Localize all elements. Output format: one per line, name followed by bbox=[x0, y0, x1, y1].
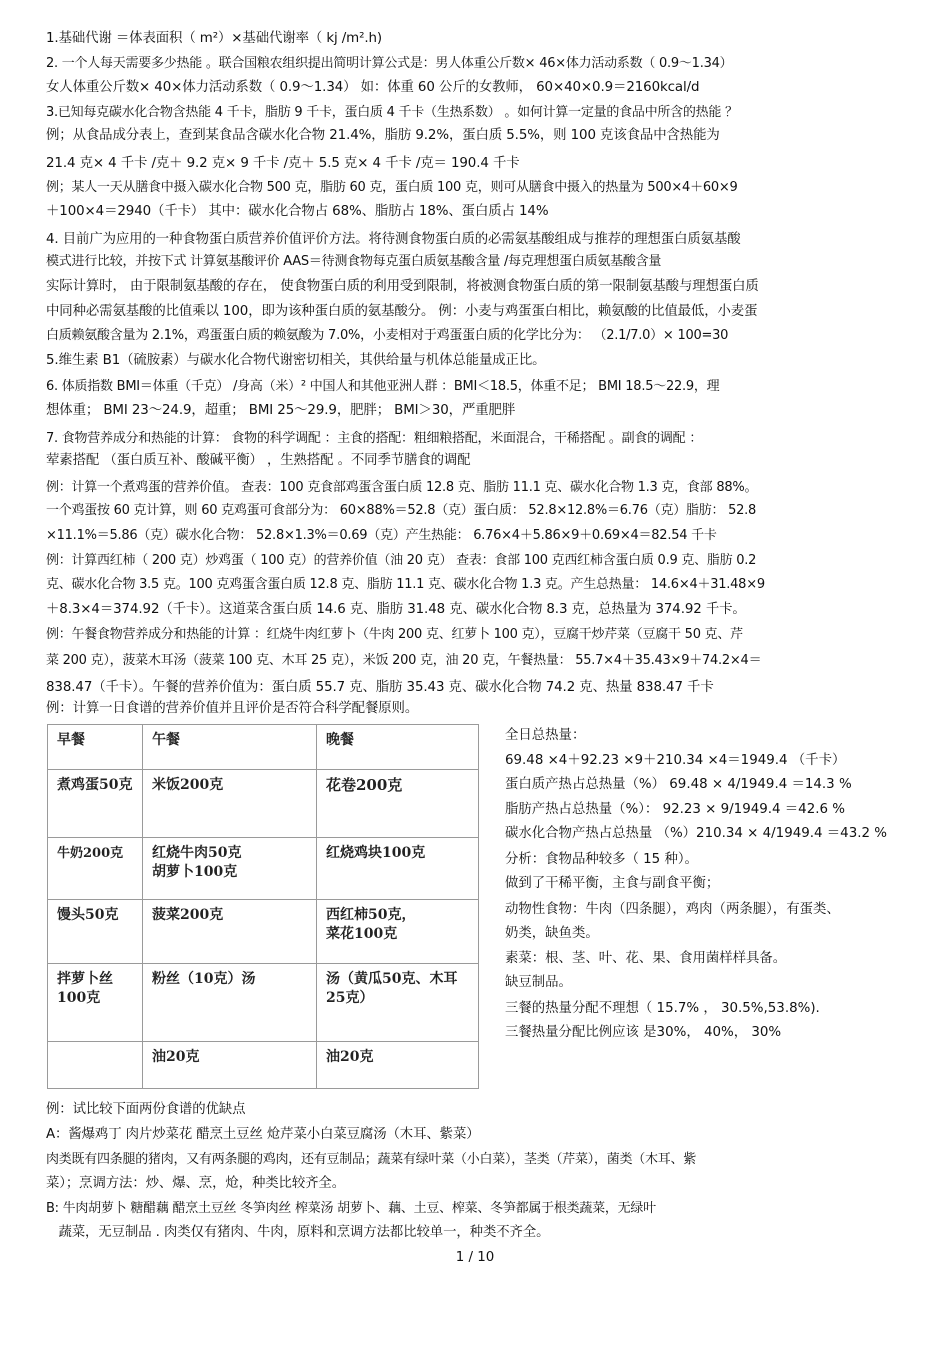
analysis-line: 三餐热量分配比例应该 是30%， 40%， 30% bbox=[505, 1025, 782, 1040]
text-line: 白质赖氨酸含量为 2.1%，鸡蛋蛋白质的赖氨酸为 7.0%，小麦相对于鸡蛋蛋白质的化学比分为： （2.1/7.0）× 100=30 bbox=[46, 328, 729, 343]
table-header-row bbox=[48, 725, 479, 770]
text-line: 例；从食品成分表上，查到某食品含碳水化合物 21.4%，脂肪 9.2%，蛋白质 5.5%，则 100 克该食品中含热能为 bbox=[46, 128, 720, 143]
text-line: 模式进行比较，并按下式 计算氨基酸评价 AAS＝待测食物每克蛋白质氨基酸含量 /每克理想蛋白质氨基酸含量 bbox=[46, 254, 662, 269]
text-line: A：酱爆鸡丁 肉片炒菜花 醋烹土豆丝 炝芹菜小白菜豆腐汤（木耳、紫菜） bbox=[46, 1127, 480, 1142]
table-cell: 拌萝卜丝100克 bbox=[48, 964, 143, 1042]
table-cell: 汤（黄瓜50克、木耳25克） bbox=[317, 964, 479, 1042]
text-line: 2. 一个人每天需要多少热能 。联合国粮农组织提出简明计算公式是：男人体重公斤数× 46×体力活动系数（ 0.9～1.34） bbox=[46, 56, 733, 71]
text-line: 想体重； BMI 23～24.9，超重； BMI 25～29.9，肥胖； BMI＞30，严重肥胖 bbox=[46, 403, 516, 418]
table-cell: 煮鸡蛋50克 bbox=[48, 770, 143, 838]
analysis-line: 分析：食物品种较多（ 15 种）。 bbox=[505, 852, 698, 867]
text-line: 例：计算一个煮鸡蛋的营养价值。 查表：100 克食部鸡蛋含蛋白质 12.8 克、脂肪 11.1 克、碳水化合物 1.3 克，食部 88%。 bbox=[46, 480, 758, 495]
text-line: B: 牛肉胡萝卜 糖醋藕 醋烹土豆丝 冬笋肉丝 榨菜汤 胡萝卜、藕、土豆、榨菜、冬笋都属于根类蔬菜，无绿叶 bbox=[46, 1201, 656, 1216]
table-cell: 菠菜200克 bbox=[143, 900, 317, 964]
text-line: 3.已知每克碳水化合物含热能 4 千卡，脂肪 9 千卡，蛋白质 4 千卡（生热系数） 。如何计算一定量的食品中所含的热能 ？ bbox=[46, 105, 738, 120]
text-line: ＋100×4＝2940（千卡） 其中：碳水化合物占 68%、脂肪占 18%、蛋白质占 14% bbox=[46, 204, 549, 219]
analysis-line: 三餐的热量分配不理想（ 15.7% ， 30.5%,53.8%). bbox=[505, 1001, 820, 1016]
analysis-line: 蛋白质产热占总热量（%） 69.48 × 4/1949.4 ＝14.3 % bbox=[505, 777, 852, 792]
table-cell: 油20克 bbox=[317, 1042, 479, 1089]
table-header-cell: 午餐 bbox=[143, 725, 317, 770]
table-cell: 油20克 bbox=[143, 1042, 317, 1089]
table-cell: 红烧鸡块100克 bbox=[317, 838, 479, 900]
text-line: 菜 200 克），菠菜木耳汤（菠菜 100 克、木耳 25 克），米饭 200 克，油 20 克，午餐热量： 55.7×4＋35.43×9＋74.2×4＝ bbox=[46, 653, 762, 668]
table-row bbox=[48, 964, 479, 1042]
text-line: 例；某人一天从膳食中摄入碳水化合物 500 克，脂肪 60 克，蛋白质 100 克，则可从膳食中摄入的热量为 500×4＋60×9 bbox=[46, 180, 738, 195]
analysis-line: 全日总热量： bbox=[505, 728, 586, 743]
text-line: 1.基础代谢 ＝体表面积（ m²）×基础代谢率（ kj /m².h) bbox=[46, 31, 383, 46]
text-line: 中同种必需氨基酸的比值乘以 100，即为该种蛋白质的氨基酸分。 例：小麦与鸡蛋蛋白相比，赖氨酸的比值最低，小麦蛋 bbox=[46, 304, 758, 319]
table-row bbox=[48, 838, 479, 900]
table-cell: 牛奶200克 bbox=[48, 838, 143, 900]
table-cell: 花卷200克 bbox=[317, 770, 479, 838]
table-cell: 馒头50克 bbox=[48, 900, 143, 964]
text-line: 肉类既有四条腿的猪肉，又有两条腿的鸡肉，还有豆制品；蔬菜有绿叶菜（小白菜），茎类（芹菜），菌类（木耳、紫 bbox=[46, 1152, 697, 1167]
analysis-line: 69.48 ×4＋92.23 ×9＋210.34 ×4＝1949.4 （千卡） bbox=[505, 753, 846, 768]
text-line: 例：试比较下面两份食谱的优缺点 bbox=[46, 1102, 246, 1117]
text-line: 21.4 克× 4 千卡 /克＋ 9.2 克× 9 千卡 /克＋ 5.5 克× 4 千卡 /克＝ 190.4 千卡 bbox=[46, 156, 520, 171]
table-header-cell: 早餐 bbox=[48, 725, 143, 770]
text-line: 一个鸡蛋按 60 克计算，则 60 克鸡蛋可食部分为： 60×88%＝52.8（克）蛋白质： 52.8×12.8%＝6.76（克）脂肪： 52.8 bbox=[46, 503, 757, 518]
text-line: 菜）；烹调方法：炒、爆、烹，炝，种类比较齐全。 bbox=[46, 1176, 345, 1191]
analysis-line: 脂肪产热占总热量（%）： 92.23 × 9/1949.4 ＝42.6 % bbox=[505, 802, 845, 817]
text-line: ×11.1%＝5.86（克）碳水化合物： 52.8×1.3%＝0.69（克）产生热能： 6.76×4＋5.86×9＋0.69×4＝82.54 千卡 bbox=[46, 528, 717, 543]
text-line: 荤素搭配 （蛋白质互补、酸碱平衡） ，生熟搭配 。不同季节膳食的调配 bbox=[46, 453, 471, 468]
table-cell: 西红柿50克， 菜花100克 bbox=[317, 900, 479, 964]
table-row bbox=[48, 770, 479, 838]
table-header-cell: 晚餐 bbox=[317, 725, 479, 770]
text-line: 克、碳水化合物 3.5 克。100 克鸡蛋含蛋白质 12.8 克、脂肪 11.1 克、碳水化合物 1.3 克。产生总热量： 14.6×4＋31.48×9 bbox=[46, 577, 765, 592]
analysis-line: 碳水化合物产热占总热量 （%）210.34 × 4/1949.4 ＝43.2 % bbox=[505, 826, 887, 841]
analysis-line: 缺豆制品。 bbox=[505, 975, 572, 990]
analysis-line: 动物性食物：牛肉（四条腿），鸡肉（两条腿），有蛋类、 bbox=[505, 902, 840, 917]
table-cell bbox=[48, 1042, 143, 1089]
text-line: 例：计算西红柿（ 200 克）炒鸡蛋（ 100 克）的营养价值（油 20 克） 查表：食部 100 克西红柿含蛋白质 0.9 克、脂肪 0.2 bbox=[46, 553, 757, 568]
text-line: 例：午餐食物营养成分和热能的计算 ：红烧牛肉红萝卜（牛肉 200 克、红萝卜 100 克），豆腐干炒芹菜（豆腐干 50 克、芹 bbox=[46, 627, 743, 642]
meal-plan-table bbox=[47, 724, 479, 1089]
text-line: 838.47（千卡）。午餐的营养价值为：蛋白质 55.7 克、脂肪 35.43 克、碳水化合物 74.2 克、热量 838.47 千卡 bbox=[46, 680, 714, 695]
page-number: 1 / 10 bbox=[455, 1250, 495, 1265]
table-cell: 红烧牛肉50克 胡萝卜100克 bbox=[143, 838, 317, 900]
analysis-line: 素菜：根、茎、叶、花、果、食用菌样样具备。 bbox=[505, 951, 787, 966]
text-line: 5.维生素 B1（硫胺素）与碳水化合物代谢密切相关，其供给量与机体总能量成正比。 bbox=[46, 353, 546, 368]
table-row bbox=[48, 900, 479, 964]
analysis-line: 做到了干稀平衡，主食与副食平衡； bbox=[505, 876, 720, 891]
analysis-line: 奶类，缺鱼类。 bbox=[505, 926, 599, 941]
text-line: 4. 目前广为应用的一种食物蛋白质营养价值评价方法。将待测食物蛋白质的必需氨基酸组成与推荐的理想蛋白质氨基酸 bbox=[46, 232, 741, 247]
table-cell: 粉丝（10克）汤 bbox=[143, 964, 317, 1042]
text-line: 6. 体质指数 BMI＝体重（千克） /身高（米）² 中国人和其他亚洲人群 ：BMI＜18.5，体重不足； BMI 18.5～22.9，理 bbox=[46, 379, 720, 394]
table-cell: 米饭200克 bbox=[143, 770, 317, 838]
text-line: 例：计算一日食谱的营养价值并且评价是否符合科学配餐原则。 bbox=[46, 701, 419, 716]
text-line: 蔬菜，无豆制品 . 肉类仅有猪肉、牛肉，原料和烹调方法都比较单一，种类不齐全。 bbox=[46, 1225, 550, 1240]
table-row bbox=[48, 1042, 479, 1089]
text-line: 女人体重公斤数× 40×体力活动系数（ 0.9～1.34） 如：体重 60 公斤的女教师， 60×40×0.9＝2160kcal/d bbox=[46, 80, 700, 95]
text-line: ＋8.3×4＝374.92（千卡）。这道菜含蛋白质 14.6 克、脂肪 31.48 克、碳水化合物 8.3 克，总热量为 374.92 千卡。 bbox=[46, 602, 746, 617]
text-line: 7. 食物营养成分和热能的计算： 食物的科学调配 ：主食的搭配：粗细粮搭配，米面混合，干稀搭配 。副食的调配 ： bbox=[46, 431, 703, 446]
text-line: 实际计算时， 由于限制氨基酸的存在， 使食物蛋白质的利用受到限制，将被测食物蛋白质的第一限制氨基酸与理想蛋白质 bbox=[46, 279, 759, 294]
